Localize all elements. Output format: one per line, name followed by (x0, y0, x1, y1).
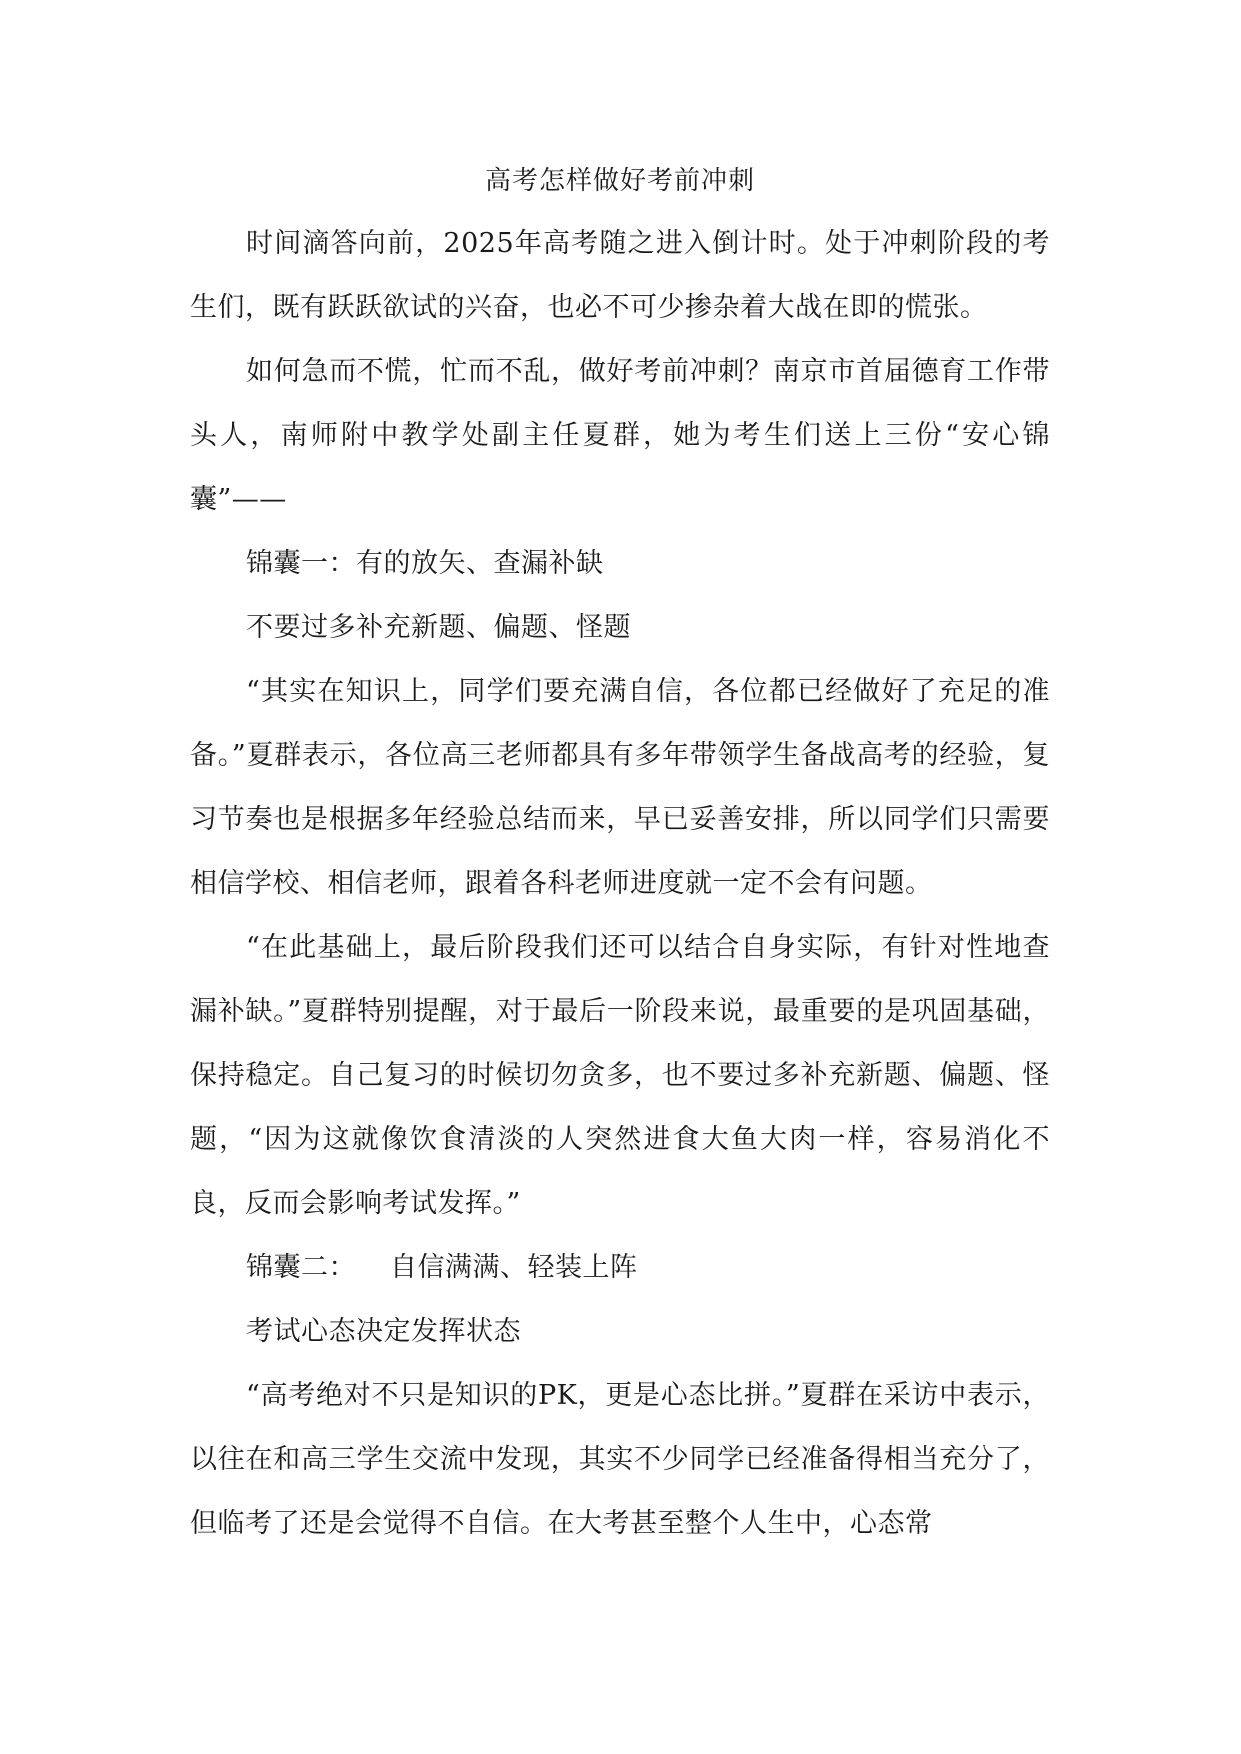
paragraph-confidence: “其实在知识上，同学们要充满自信，各位都已经做好了充足的准备。”夏群表示，各位高三老师都具有多年带领学生备战高考的经验，复习节奏也是根据多年经验总结而来，早已妥善安排，所以同学们只需要相信学校、相信老师，跟着各科老师进度就一定不会有问题。 (190, 676, 1050, 899)
document-page (190, 152, 1050, 1556)
section1-subtitle: 不要过多补充新题、偏题、怪题 (246, 612, 631, 643)
paragraph-fill-gaps: “在此基础上，最后阶段我们还可以结合自身实际，有针对性地查漏补缺。”夏群特别提醒，对于最后一阶段来说，最重要的是巩固基础，保持稳定。自己复习的时候切勿贪多，也不要过多补充新题、偏题、怪题，“因为这就像饮食清淡的人突然进食大鱼大肉一样，容易消化不良，反而会影响考试发挥。” (190, 932, 1050, 1219)
section2-title (190, 1236, 1050, 1300)
paragraph-question: 如何急而不慌，忙而不乱，做好考前冲刺？南京市首届德育工作带头人，南师附中教学处副主任夏群，她为考生们送上三份“安心锦囊”—— (190, 356, 1050, 515)
paragraph-intro: 时间滴答向前，2025年高考随之进入倒计时。处于冲刺阶段的考生们，既有跃跃欲试的兴奋，也必不可少掺杂着大战在即的慌张。 (190, 228, 1050, 323)
document-title: 高考怎样做好考前冲刺 (484, 166, 755, 196)
section2-title-text: 自信满满、轻装上阵 (390, 1252, 638, 1283)
section2-subtitle: 考试心态决定发挥状态 (246, 1316, 521, 1347)
section1-title: 锦囊一：有的放矢、查漏补缺 (246, 548, 604, 579)
section2-label: 锦囊二： (246, 1252, 356, 1283)
paragraph-mindset: “高考绝对不只是知识的PK，更是心态比拼。”夏群在采访中表示，以往在和高三学生交流中发现，其实不少同学已经准备得相当充分了，但临考了还是会觉得不自信。在大考甚至整个人生中，心态常 (190, 1380, 1050, 1539)
